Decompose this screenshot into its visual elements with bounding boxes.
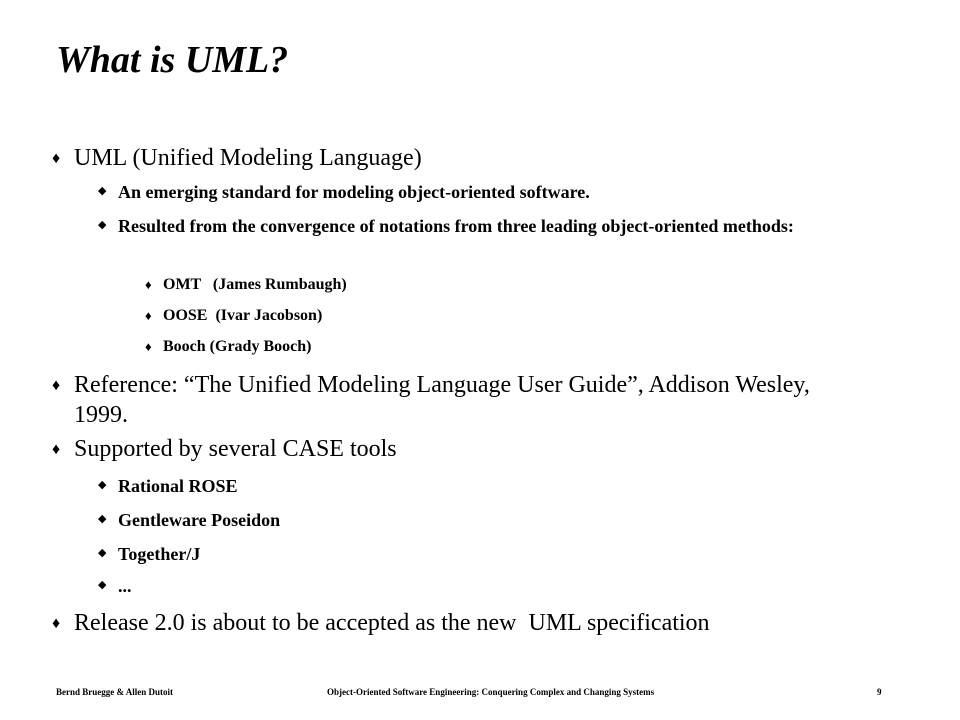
bullet-together-j bbox=[98, 541, 200, 567]
bullet-release bbox=[52, 608, 932, 640]
diamond-bullet-icon: ♦ bbox=[52, 615, 61, 632]
bullet-text: Resulted from the convergence of notations from three leading object-oriented methods: bbox=[118, 216, 794, 236]
bullet-ellipsis bbox=[98, 573, 132, 599]
bullet-case-tools bbox=[52, 434, 912, 466]
diamond-bullet-icon: ◆ bbox=[98, 513, 107, 525]
diamond-bullet-icon: ♦ bbox=[145, 277, 152, 292]
bullet-text: Booch (Grady Booch) bbox=[163, 338, 312, 355]
bullet-text: Reference: “The Unified Modeling Language User Guide”, Addison Wesley, 1999. bbox=[74, 372, 810, 428]
diamond-bullet-icon: ♦ bbox=[52, 377, 61, 394]
diamond-bullet-icon: ◆ bbox=[98, 479, 107, 491]
bullet-rational-rose bbox=[98, 473, 238, 499]
diamond-bullet-icon: ◆ bbox=[98, 219, 107, 231]
bullet-omt bbox=[145, 273, 347, 297]
slide-title: What is UML? bbox=[56, 39, 289, 81]
bullet-booch bbox=[145, 335, 311, 359]
bullet-text: OMT (James Rumbaugh) bbox=[163, 276, 347, 293]
bullet-reference bbox=[52, 370, 852, 430]
bullet-text: UML (Unified Modeling Language) bbox=[74, 145, 422, 171]
bullet-text: OOSE (Ivar Jacobson) bbox=[163, 307, 323, 324]
diamond-bullet-icon: ♦ bbox=[145, 339, 152, 354]
bullet-text: Supported by several CASE tools bbox=[74, 436, 397, 462]
bullet-text: An emerging standard for modeling object-oriented software. bbox=[118, 182, 590, 202]
diamond-bullet-icon: ◆ bbox=[98, 185, 107, 197]
diamond-bullet-icon: ◆ bbox=[98, 547, 107, 559]
bullet-text: Gentleware Poseidon bbox=[118, 510, 281, 530]
diamond-bullet-icon: ♦ bbox=[145, 308, 152, 323]
bullet-text: ... bbox=[118, 576, 132, 596]
bullet-gentleware-poseidon bbox=[98, 507, 280, 533]
bullet-oose bbox=[145, 304, 322, 328]
footer-page-number: 9 bbox=[877, 687, 882, 697]
bullet-text: Together/J bbox=[118, 544, 201, 564]
diamond-bullet-icon: ♦ bbox=[52, 150, 61, 167]
diamond-bullet-icon: ◆ bbox=[98, 579, 107, 591]
footer-authors: Bernd Bruegge & Allen Dutoit bbox=[56, 687, 173, 697]
bullet-emerging-standard bbox=[98, 179, 898, 205]
bullet-text: Rational ROSE bbox=[118, 476, 238, 496]
bullet-convergence bbox=[98, 213, 848, 239]
bullet-uml bbox=[52, 143, 912, 175]
footer-book-title: Object-Oriented Software Engineering: Conquering Complex and Changing Systems bbox=[327, 687, 655, 697]
bullet-text: Release 2.0 is about to be accepted as the new UML specification bbox=[74, 610, 710, 636]
diamond-bullet-icon: ♦ bbox=[52, 441, 61, 458]
